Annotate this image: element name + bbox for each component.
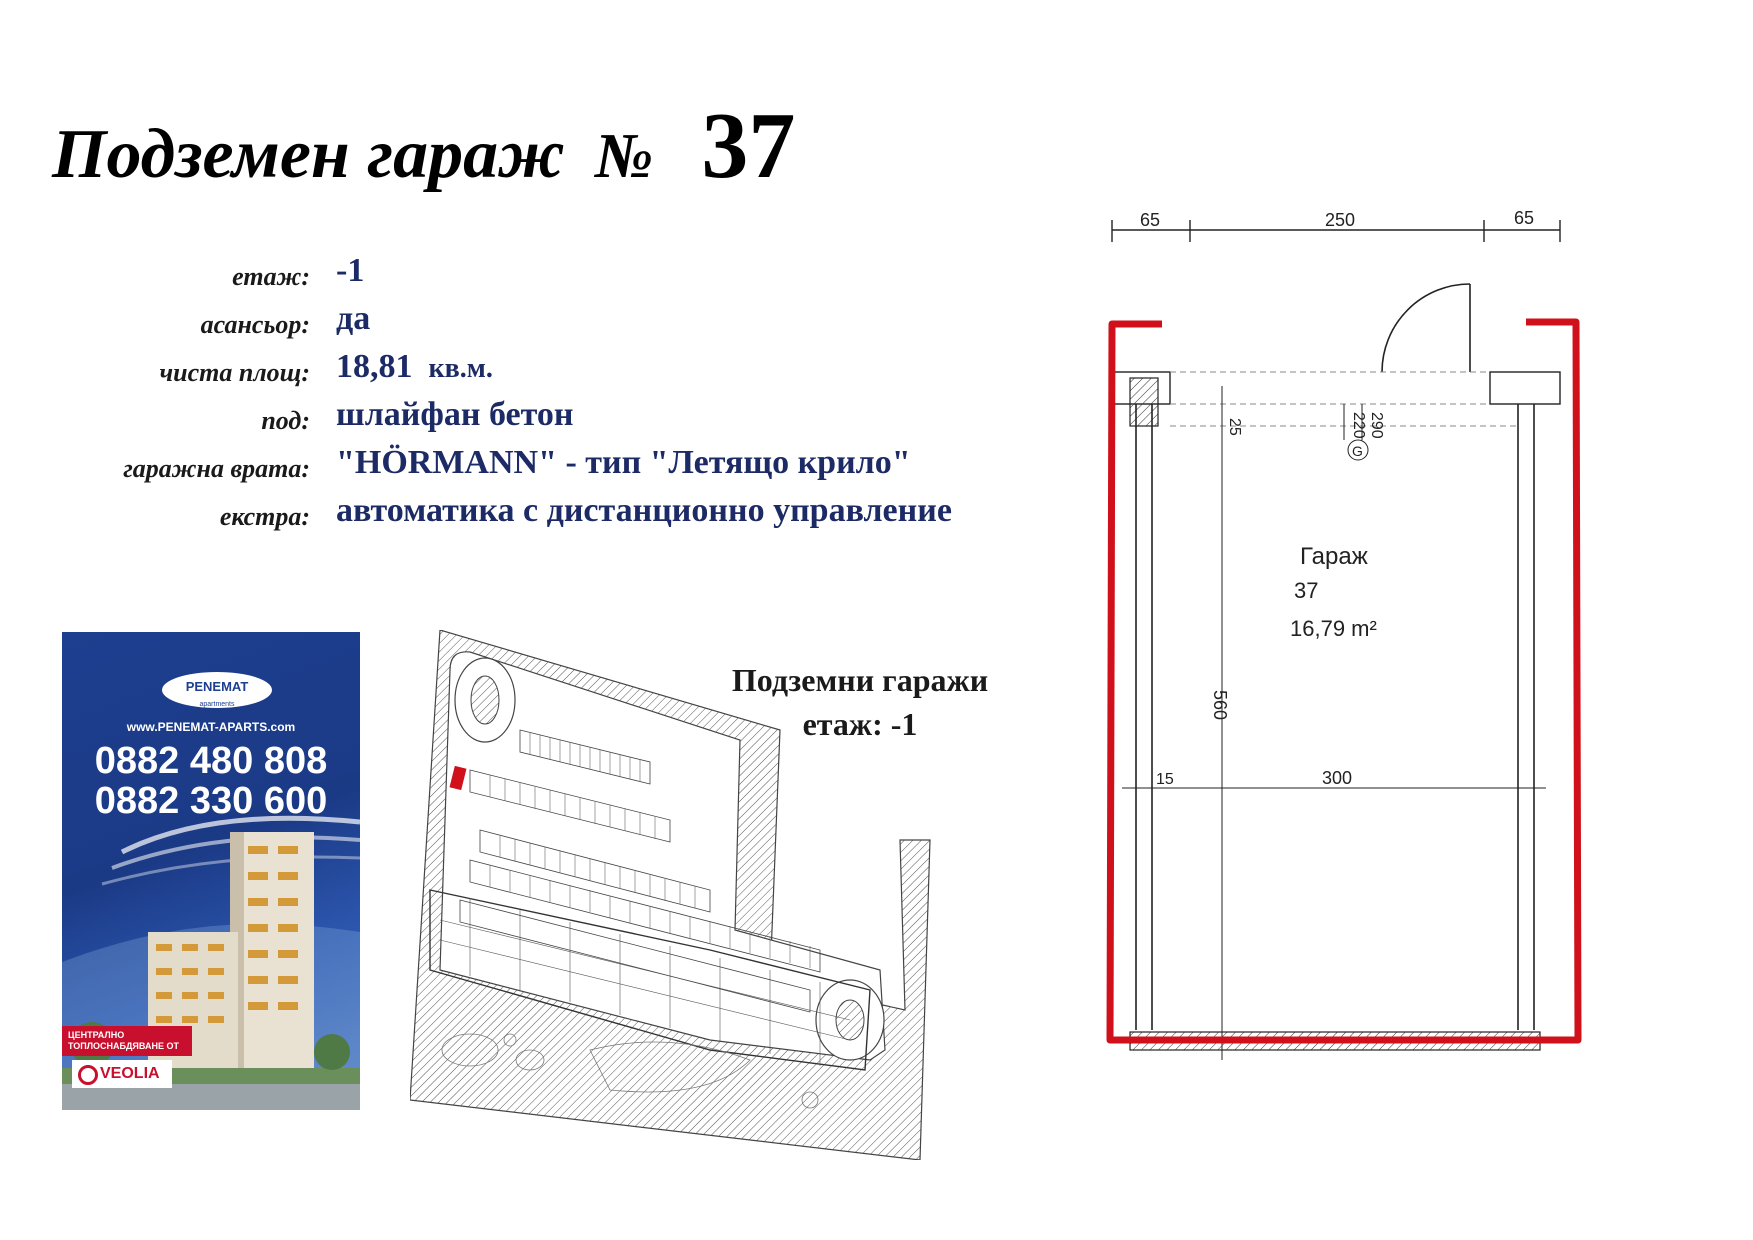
spec-label: асансьор: <box>200 310 310 339</box>
number-sign: № <box>594 120 654 191</box>
title-text: Подземен гараж <box>52 116 565 193</box>
garage-number: 37 <box>701 94 796 198</box>
room-number: 37 <box>1294 578 1319 603</box>
room-area: 16,79 m² <box>1290 616 1377 641</box>
spec-value <box>336 348 493 386</box>
dim-25: 25 <box>1226 418 1243 436</box>
advert-website[interactable]: www.PENEMAT-APARTS.com <box>126 720 296 734</box>
spec-label: под: <box>261 406 310 435</box>
area-value: 18,81 <box>336 348 413 385</box>
dim-center: 250 <box>1325 210 1356 230</box>
spec-label: гаражна врата: <box>123 454 310 483</box>
spec-label: етаж: <box>232 262 310 291</box>
spec-value: "HÖRMANN" - тип "Летящо крило" <box>336 444 911 481</box>
g-marker: G <box>1352 443 1363 459</box>
room-name: Гараж <box>1300 543 1368 570</box>
site-plan-title-line1: Подземни гаражи <box>731 662 989 698</box>
veolia-mark-icon <box>78 1065 98 1085</box>
phone-number[interactable]: 0882 330 600 <box>94 780 328 822</box>
dim-560: 560 <box>1210 690 1230 721</box>
site-plan-title <box>690 658 1030 746</box>
dim-right: 65 <box>1514 208 1535 228</box>
advert-card <box>62 632 360 1110</box>
heating-note: ЦЕНТРАЛНО ТОПЛОСНАБДЯВАНЕ ОТ <box>62 1026 192 1056</box>
site-plan-title-line2: етаж: -1 <box>802 706 918 742</box>
dim-220: 220 <box>1350 412 1367 439</box>
dim-300: 300 <box>1322 768 1353 788</box>
spec-label: екстра: <box>219 502 310 531</box>
spec-value: шлайфан бетон <box>336 396 574 433</box>
penemat-logo: PENEMAT apartments <box>162 672 272 708</box>
area-unit: кв.м. <box>428 353 493 384</box>
veolia-logo: VEOLIA <box>72 1060 172 1088</box>
dim-15: 15 <box>1156 771 1174 788</box>
page-title <box>52 92 795 200</box>
spec-label: чиста площ: <box>159 358 310 387</box>
spec-value: автоматика с дистанционно управление <box>336 492 952 529</box>
dim-290: 290 <box>1368 412 1385 439</box>
garage-floorplan <box>1100 200 1700 1160</box>
phone-number[interactable]: 0882 480 808 <box>94 740 328 782</box>
dim-left: 65 <box>1140 210 1161 230</box>
spec-value: -1 <box>336 252 365 289</box>
spec-value: да <box>336 300 371 337</box>
